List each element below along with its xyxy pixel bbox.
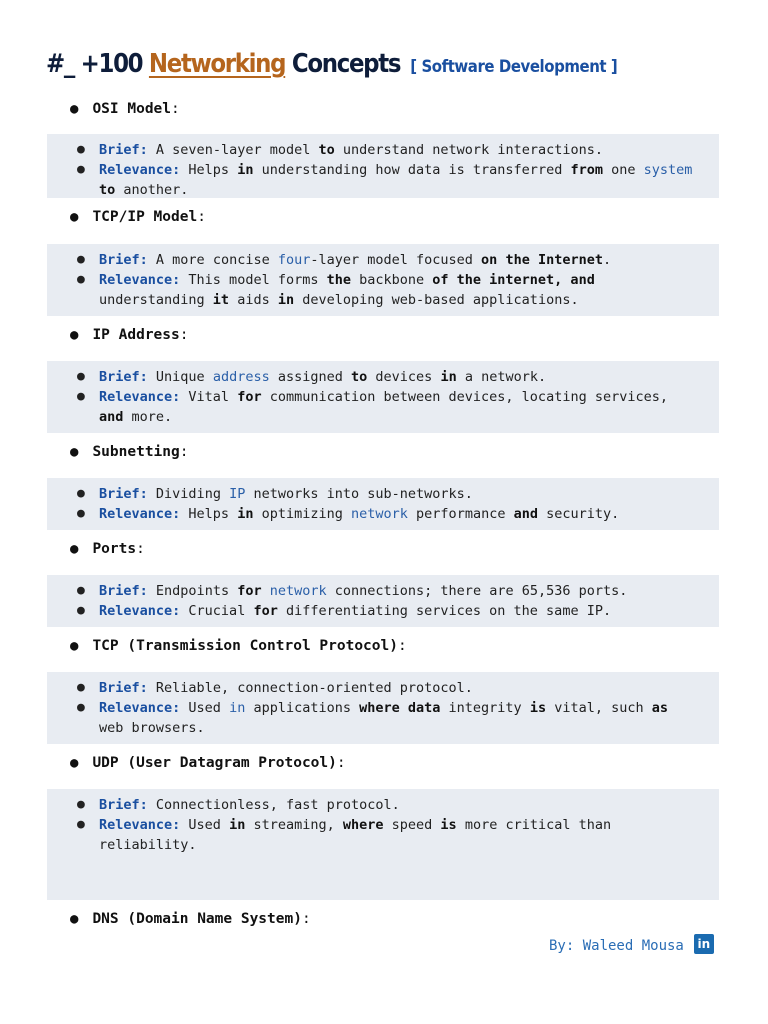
bullet-icon: ● <box>70 638 79 654</box>
keyword-text: to <box>318 142 335 158</box>
term-text: IP <box>229 486 246 502</box>
body-text: interactions. <box>489 142 603 158</box>
keyword-text: where <box>342 817 384 833</box>
body-text: developing web-based applications. <box>294 292 579 308</box>
body-text: understanding <box>99 292 213 308</box>
concept-box <box>47 672 719 744</box>
body-text: A seven-layer model <box>155 142 319 158</box>
body-text: . <box>603 252 612 268</box>
body-text: aids <box>229 292 278 308</box>
keyword-text: where data <box>359 700 441 716</box>
keyword-text: on <box>481 252 498 268</box>
body-text: web browsers. <box>99 720 205 736</box>
term-text: in <box>229 700 246 716</box>
body-text: one <box>602 162 644 178</box>
keyword-text: and <box>513 506 538 522</box>
body-text: differentiating services on the same IP. <box>277 603 612 619</box>
keyword-text: of the internet, and <box>432 272 595 288</box>
section-heading: ● OSI Model : <box>70 101 180 117</box>
section-heading: ● IP Address : <box>70 327 189 343</box>
relevance-item: ● Relevance: Used in streaming, where speed is more critical than reliability. <box>77 817 612 853</box>
term-text: network <box>351 506 408 522</box>
body-text: connections; there are 65,536 ports. <box>326 583 628 599</box>
section-heading: ● TCP (Transmission Control Protocol) : <box>70 638 407 654</box>
relevance-item: ● Relevance: This model forms the backbone of the internet, and understanding it aids in developing web-based applications. <box>77 272 595 308</box>
body-text: security. <box>537 506 620 522</box>
keyword-text: for <box>237 583 262 599</box>
relevance-item: ● Relevance: Vital for communication between devices, locating services, and more. <box>77 389 668 425</box>
title-suffix: Concepts <box>291 49 401 79</box>
keyword-text: to <box>99 182 116 198</box>
term-text: address <box>212 369 270 385</box>
concept-box <box>47 134 719 198</box>
body-text: This model forms <box>188 272 327 288</box>
bullet-icon: ● <box>70 101 79 117</box>
body-text: streaming, <box>245 817 343 833</box>
brief-item: ● Brief: Unique address assigned to devices in a network. <box>77 369 547 385</box>
brief-item: ● Brief: Dividing IP networks into sub-networks. <box>77 486 473 502</box>
body-text: Connectionless, fast protocol. <box>155 797 400 813</box>
author-credit <box>549 938 714 954</box>
section-heading: ● Ports : <box>70 541 145 557</box>
section-heading: ● TCP/IP Model : <box>70 209 206 225</box>
bullet-icon: ● <box>70 911 79 927</box>
body-text: Helps <box>188 506 238 522</box>
brief-item: ● Brief: A seven-layer model to understand network interactions. <box>77 142 603 158</box>
body-text: Dividing <box>155 486 230 502</box>
keyword-text: in <box>277 292 295 308</box>
body-text: understanding how data is transferred <box>253 162 571 178</box>
keyword-text: is <box>529 700 547 716</box>
term-text: four <box>277 252 311 268</box>
body-text <box>262 583 270 599</box>
linkedin-icon[interactable]: in <box>694 934 714 954</box>
section-heading: ● DNS (Domain Name System) : <box>70 911 311 927</box>
keyword-text: the Internet <box>505 252 603 268</box>
relevance-item: ● Relevance: Crucial for differentiating services on the same IP. <box>77 603 612 619</box>
keyword-text: to <box>351 369 368 385</box>
bullet-icon: ● <box>70 444 79 460</box>
body-text: Endpoints <box>155 583 238 599</box>
body-text: optimizing <box>253 506 352 522</box>
body-text: Crucial <box>188 603 254 619</box>
keyword-text: in <box>237 162 254 178</box>
keyword-text: for <box>237 389 262 405</box>
concept-box <box>47 575 719 627</box>
title-prefix: #_ +100 <box>46 49 143 79</box>
brief-item: ● Brief: Connectionless, fast protocol. <box>77 797 400 813</box>
body-text: devices <box>367 369 441 385</box>
body-text: Helps <box>188 162 238 178</box>
keyword-text: the <box>326 272 351 288</box>
concept-box <box>47 789 719 900</box>
relevance-item: ● Relevance: Helps in understanding how data is transferred from one system to another. <box>77 162 693 198</box>
bullet-icon: ● <box>70 541 79 557</box>
title-subtitle: [ Software Development ] <box>410 57 618 77</box>
keyword-text: in <box>440 369 457 385</box>
bullet-icon: ● <box>70 327 79 343</box>
body-text: Unique <box>155 369 213 385</box>
relevance-item: ● Relevance: Used in applications where data integrity is vital, such as web browsers. <box>77 700 669 736</box>
keyword-text: for <box>253 603 278 619</box>
concept-box <box>47 478 719 530</box>
relevance-item: ● Relevance: Helps in optimizing network performance and security. <box>77 506 620 522</box>
body-text: Used <box>188 700 230 716</box>
keyword-text: is <box>440 817 457 833</box>
page-title <box>46 44 617 87</box>
body-text: integrity <box>440 700 530 716</box>
body-text: more critical than reliability. <box>99 817 612 853</box>
body-text: Reliable, connection-oriented protocol. <box>155 680 473 696</box>
body-text: understand <box>334 142 433 158</box>
body-text: more. <box>123 409 173 425</box>
keyword-text: it <box>212 292 230 308</box>
title-highlight: Networking <box>148 49 286 79</box>
body-text: A more concise <box>155 252 278 268</box>
body-text: another. <box>115 182 189 198</box>
body-text: Vital <box>188 389 238 405</box>
body-text: assigned <box>269 369 352 385</box>
brief-item: ● Brief: Reliable, connection-oriented protocol. <box>77 680 473 696</box>
body-text: speed <box>383 817 441 833</box>
body-text: backbone <box>350 272 433 288</box>
keyword-text: and <box>99 409 124 425</box>
keyword-text: as <box>651 700 669 716</box>
body-text: applications <box>245 700 360 716</box>
author-name: By: Waleed Mousa <box>549 938 684 954</box>
section-heading: ● Subnetting : <box>70 444 189 460</box>
body-text: network <box>432 142 490 158</box>
body-text: a network. <box>456 369 547 385</box>
keyword-text: in <box>237 506 254 522</box>
bullet-icon: ● <box>70 209 79 225</box>
bullet-icon: ● <box>70 755 79 771</box>
term-text: network <box>269 583 327 599</box>
body-text: networks into sub-networks. <box>245 486 473 502</box>
brief-item: ● Brief: Endpoints for network connections; there are 65,536 ports. <box>77 583 628 599</box>
term-text: system <box>643 162 693 178</box>
section-heading: ● UDP (User Datagram Protocol) : <box>70 755 346 771</box>
keyword-text: from <box>570 162 603 178</box>
body-text: Used <box>188 817 230 833</box>
body-text: vital, such <box>546 700 652 716</box>
keyword-text: in <box>229 817 246 833</box>
concept-box <box>47 244 719 316</box>
body-text: -layer model focused <box>310 252 482 268</box>
concept-box <box>47 361 719 433</box>
body-text: communication between devices, locating services, <box>261 389 668 405</box>
body-text: performance <box>407 506 514 522</box>
brief-item: ● Brief: A more concise four-layer model focused on the Internet. <box>77 252 612 268</box>
